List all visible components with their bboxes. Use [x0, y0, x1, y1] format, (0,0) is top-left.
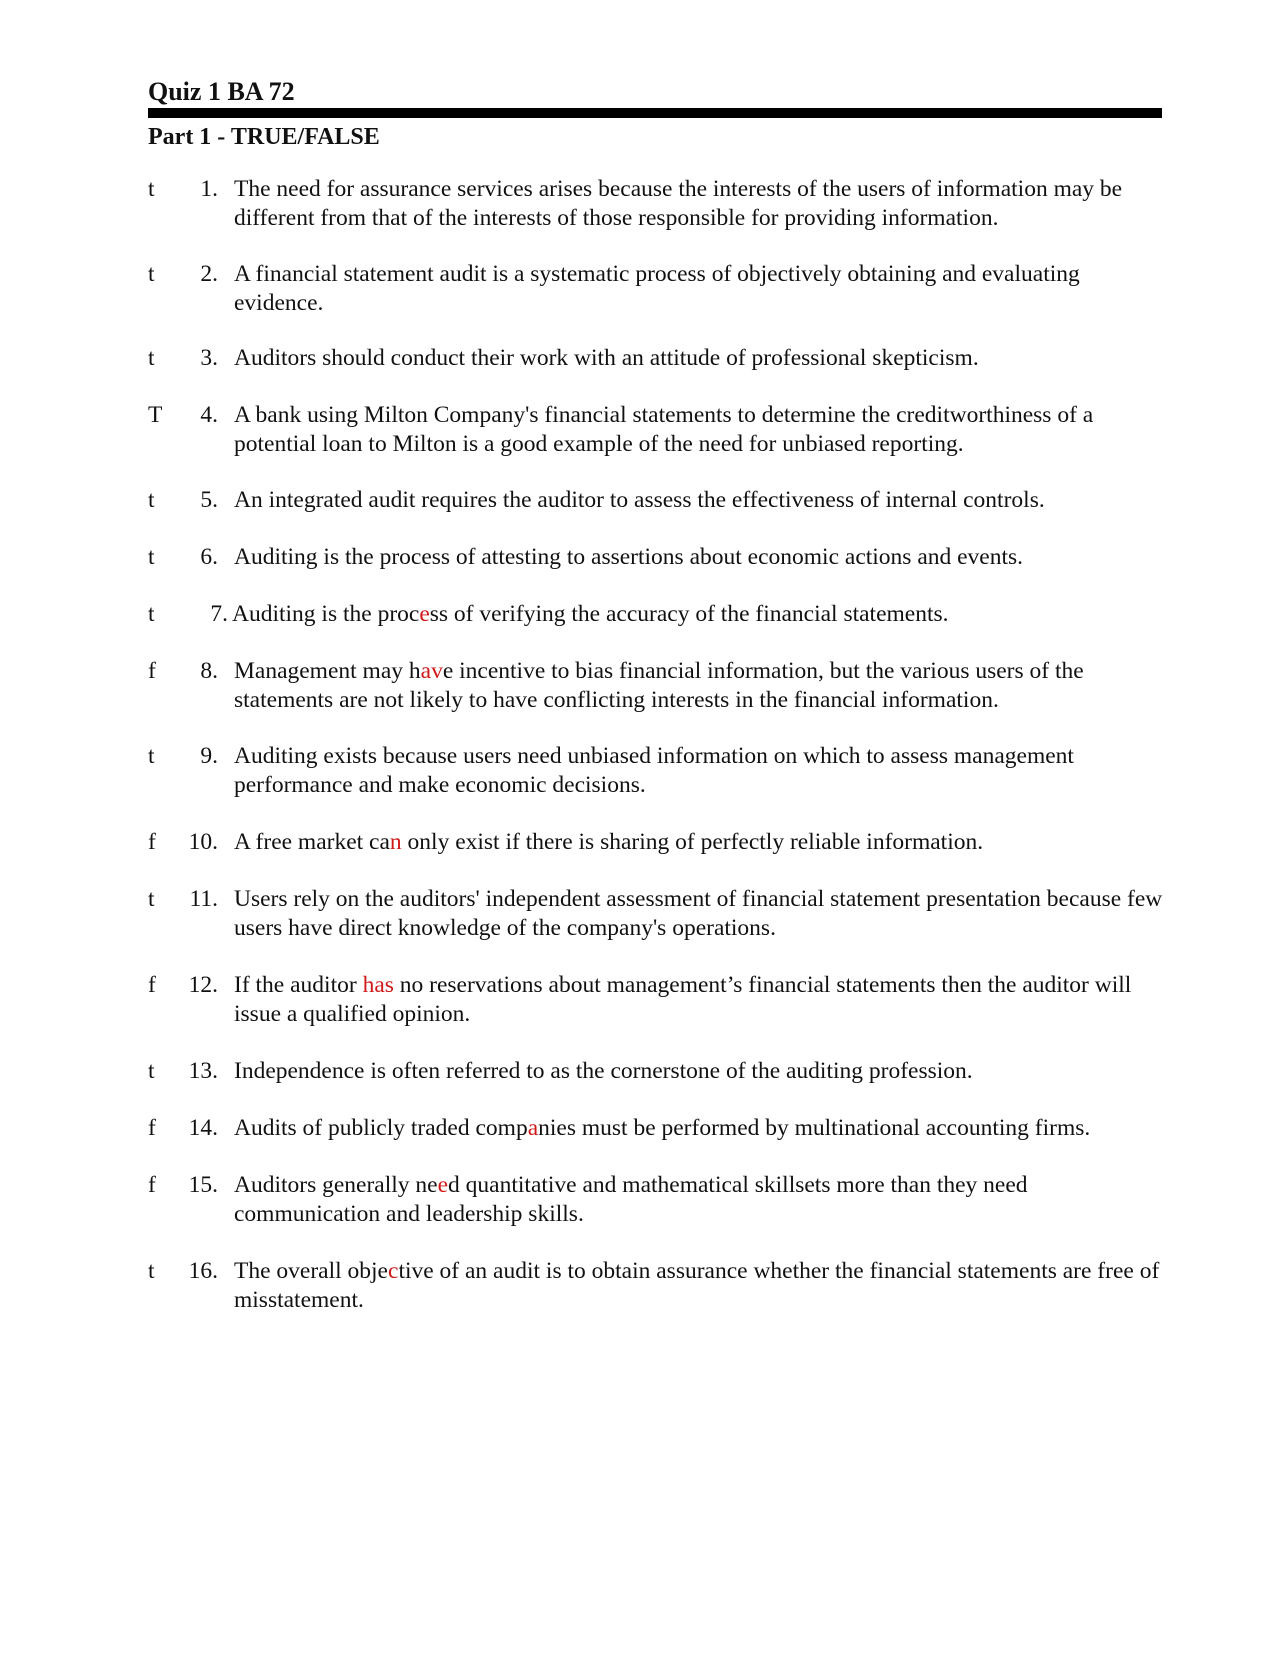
answer-mark: t: [148, 345, 155, 371]
red-highlight: e: [437, 1172, 449, 1198]
question-text: A bank using Milton Company's financial statements to determine the creditworthiness of a potential loan to Milton is a good example of the need for unbiased reporting.: [234, 402, 1094, 457]
answer-mark: t: [148, 1258, 155, 1284]
question-number: 10.: [188, 829, 218, 855]
answer-mark: f: [148, 1115, 156, 1141]
answer-mark: f: [148, 1172, 156, 1198]
red-highlight: n: [389, 829, 402, 855]
answer-mark: t: [148, 1058, 155, 1084]
quiz-title: Quiz 1 BA 72: [148, 77, 295, 106]
title-rule: [148, 108, 1162, 118]
question-text: Audits of publicly traded companies must be performed by multinational accounting firms.: [234, 1115, 1091, 1141]
question-text: An integrated audit requires the auditor to assess the effectiveness of internal controls.: [234, 487, 1045, 513]
question-text: Auditing exists because users need unbiased information on which to assess management performance and make economic decisions.: [234, 743, 1074, 798]
question-number: 13.: [188, 1058, 218, 1084]
part-heading: Part 1 - TRUE/FALSE: [148, 124, 380, 150]
question-number: 14.: [188, 1115, 218, 1141]
answer-mark: t: [148, 743, 155, 769]
question-number: 2.: [200, 261, 218, 287]
answer-mark: f: [148, 829, 156, 855]
red-highlight: c: [388, 1258, 399, 1284]
answer-mark: t: [148, 601, 155, 627]
question-text: Independence is often referred to as the cornerstone of the auditing profession.: [234, 1058, 973, 1084]
question-number: 9.: [200, 743, 218, 769]
question-number: 8.: [200, 658, 218, 684]
question-number: 5.: [200, 487, 218, 513]
question-number: 3.: [200, 345, 218, 371]
red-highlight: av: [420, 658, 443, 684]
question-text: A financial statement audit is a systematic process of objectively obtaining and evaluating evidence.: [234, 261, 1080, 316]
question-number: 7.: [210, 601, 228, 627]
question-number: 11.: [189, 886, 218, 912]
answer-mark: t: [148, 487, 155, 513]
red-highlight: a: [527, 1115, 539, 1141]
document-page: [148, 77, 1163, 1313]
question-number: 12.: [188, 972, 218, 998]
answer-mark: t: [148, 544, 155, 570]
question-number: 16.: [188, 1258, 218, 1284]
question-number: 6.: [200, 544, 218, 570]
answer-mark: t: [148, 261, 155, 287]
red-highlight: has: [362, 972, 394, 998]
question-number: 1.: [200, 176, 218, 202]
question-number: 15.: [188, 1172, 218, 1198]
red-highlight: e: [419, 601, 430, 627]
answer-mark: T: [148, 402, 163, 428]
question-text: Auditors generally need quantitative and mathematical skillsets more than they need communication and leadership skills.: [234, 1172, 1028, 1227]
question-number: 4.: [200, 402, 218, 428]
question-text: The need for assurance services arises because the interests of the users of information may be different from that of the interests of those responsible for providing information.: [234, 176, 1123, 231]
question-text: Users rely on the auditors' independent assessment of financial statement presentation because few users have direct knowledge of the company's operations.: [234, 886, 1163, 941]
question-text: Auditing is the process of attesting to assertions about economic actions and events.: [234, 544, 1024, 570]
question-text: If the auditor has no reservations about management’s financial statements then the auditor will issue a qualified opinion.: [234, 972, 1132, 1027]
answer-mark: t: [148, 886, 155, 912]
question-text: Auditors should conduct their work with an attitude of professional skepticism.: [234, 345, 979, 371]
answer-mark: f: [148, 658, 156, 684]
question-text: The overall objective of an audit is to obtain assurance whether the financial statements are free of misstatement.: [234, 1258, 1160, 1313]
question-text: Auditing is the process of verifying the accuracy of the financial statements.: [232, 601, 949, 627]
answer-mark: f: [148, 972, 156, 998]
question-text: A free market can only exist if there is sharing of perfectly reliable information.: [234, 829, 984, 855]
answer-mark: t: [148, 176, 155, 202]
question-text: Management may have incentive to bias financial information, but the various users of the statements are not likely to have conflicting interests in the financial information.: [234, 658, 1084, 713]
